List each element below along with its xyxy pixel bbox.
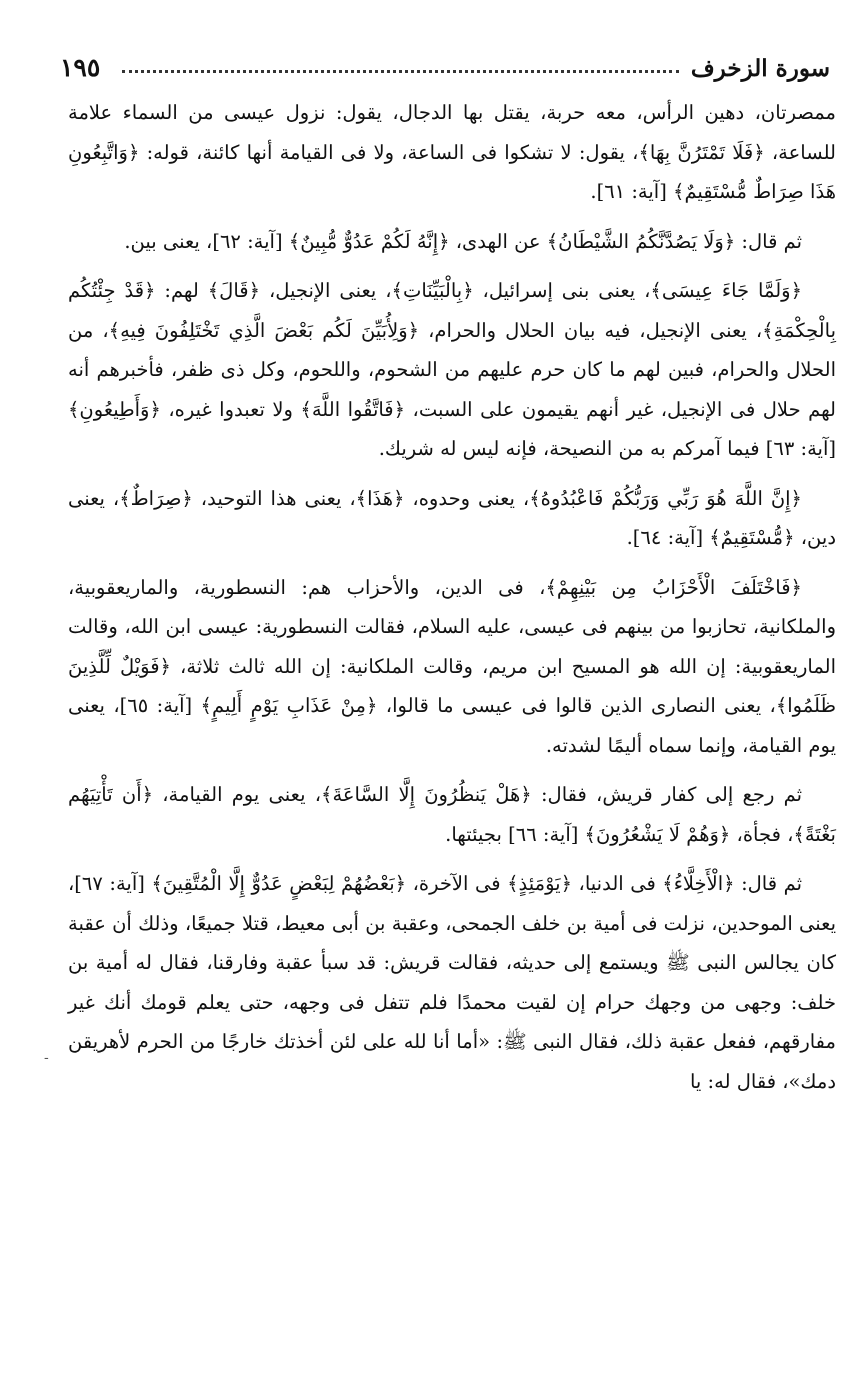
paragraph-1: ممصرتان، دهين الرأس، معه حربة، يقتل بها الدجال، يقول: نزول عيسى من السماء علامة للساعة، ﴿فَلَا تَمْتَرُنَّ بِهَا﴾، يقول: لا تشكوا فى الساعة، ولا فى القيامة أنها كائنة، قوله: ﴿وَاتَّبِعُونِ هَذَا صِرَاطٌ مُّسْتَقِيمٌ﴾ [آية: ٦١]. [68,101,836,203]
surah-title: سورة الزخرف [690,55,830,82]
paragraph-2: ثم قال: ﴿وَلَا يَصُدَّنَّكُمُ الشَّيْطَانُ﴾ عن الهدى، ﴿إِنَّهُ لَكُمْ عَدُوٌّ مُّبِينٌ﴾ [آية: ٦٢]، يعنى بين. [124,229,802,253]
page-body [68,93,836,1111]
paragraph-3: ﴿وَلَمَّا جَاءَ عِيسَى﴾، يعنى بنى إسرائيل، ﴿بِالْبَيِّنَاتِ﴾، يعنى الإنجيل، ﴿قَالَ﴾ لهم: ﴿قَدْ جِئْتُكُم بِالْحِكْمَةِ﴾، يعنى الإنجيل، فيه بيان الحلال والحرام، ﴿وَلِأُبَيِّنَ لَكُم بَعْضَ الَّذِي تَخْتَلِفُونَ فِيهِ﴾، من الحلال والحرام، فبين لهم ما كان حرم عليهم من الشحوم، واللحوم، وكل ذى ظفر، فأخبرهم أنه لهم حلال فى الإنجيل، غير أنهم يقيمون على السبت، ﴿فَاتَّقُوا اللَّهَ﴾ ولا تعبدوا غيره، ﴿وَأَطِيعُونِ﴾ [آية: ٦٣] فيما آمركم به من النصيحة، فإنه ليس له شريك. [68,279,836,460]
paragraph-5: ﴿فَاخْتَلَفَ الْأَحْزَابُ مِن بَيْنِهِمْ﴾، فى الدين، والأحزاب هم: النسطورية، والماريعقوبية، والملكانية، تحازبوا من بينهم فى عيسى، عليه السلام، فقالت النسطورية: عيسى ابن الله، وقالت الماريعقوبية: إن الله هو المسيح ابن مريم، وقالت الملكانية: إن الله ثالث ثلاثة، ﴿فَوَيْلٌ لِّلَّذِينَ ظَلَمُوا﴾، يعنى النصارى الذين قالوا فى عيسى ما قالوا، ﴿مِنْ عَذَابِ يَوْمٍ أَلِيمٍ﴾ [آية: ٦٥]، يعنى يوم القيامة، وإنما سماه أليمًا لشدته. [68,575,836,757]
paragraph-6: ثم رجع إلى كفار قريش، فقال: ﴿هَلْ يَنظُرُونَ إِلَّا السَّاعَةَ﴾، يعنى يوم القيامة، ﴿أَن تَأْتِيَهُم بَغْتَةً﴾، فجأة، ﴿وَهُمْ لَا يَشْعُرُونَ﴾ [آية: ٦٦] بجيئتها. [68,783,836,846]
dotted-leader [122,70,679,73]
page-number: ١٩٥ [60,53,101,82]
paragraph-4: ﴿إِنَّ اللَّهَ هُوَ رَبِّي وَرَبُّكُمْ فَاعْبُدُوهُ﴾، يعنى وحدوه، ﴿هَذَا﴾، يعنى هذا التوحيد، ﴿صِرَاطٌ﴾، يعنى دين، ﴿مُّسْتَقِيمٌ﴾ [آية: ٦٤]. [68,486,836,549]
paragraph-7: ثم قال: ﴿الْأَخِلَّاءُ﴾ فى الدنيا، ﴿يَوْمَئِذٍ﴾ فى الآخرة، ﴿بَعْضُهُمْ لِبَعْضٍ عَدُوٌّ إِلَّا الْمُتَّقِينَ﴾ [آية: ٦٧]، يعنى الموحدين، نزلت فى أمية بن خلف الجمحى، وعقبة بن أبى معيط، قتلا جميعًا، وذلك أن عقبة كان يجالس النبى ﷺ ويستمع إلى حديثه، فقالت قريش: قد سبأ عقبة وفارقنا، فقال له أمية بن خلف: وجهى من وجهك حرام إن لقيت محمدًا فلم تتفل فى وجهه، حتى يعلم قومك أنك غير مفارقهم، ففعل عقبة ذلك، فقال النبى ﷺ: «أما أنا لله على لئن أخذتك خارجًا من الحرم لأهريقن دمك»، فقال له: يا [68,872,836,1093]
margin-mark: - [44,1050,49,1066]
page-header [60,38,830,82]
